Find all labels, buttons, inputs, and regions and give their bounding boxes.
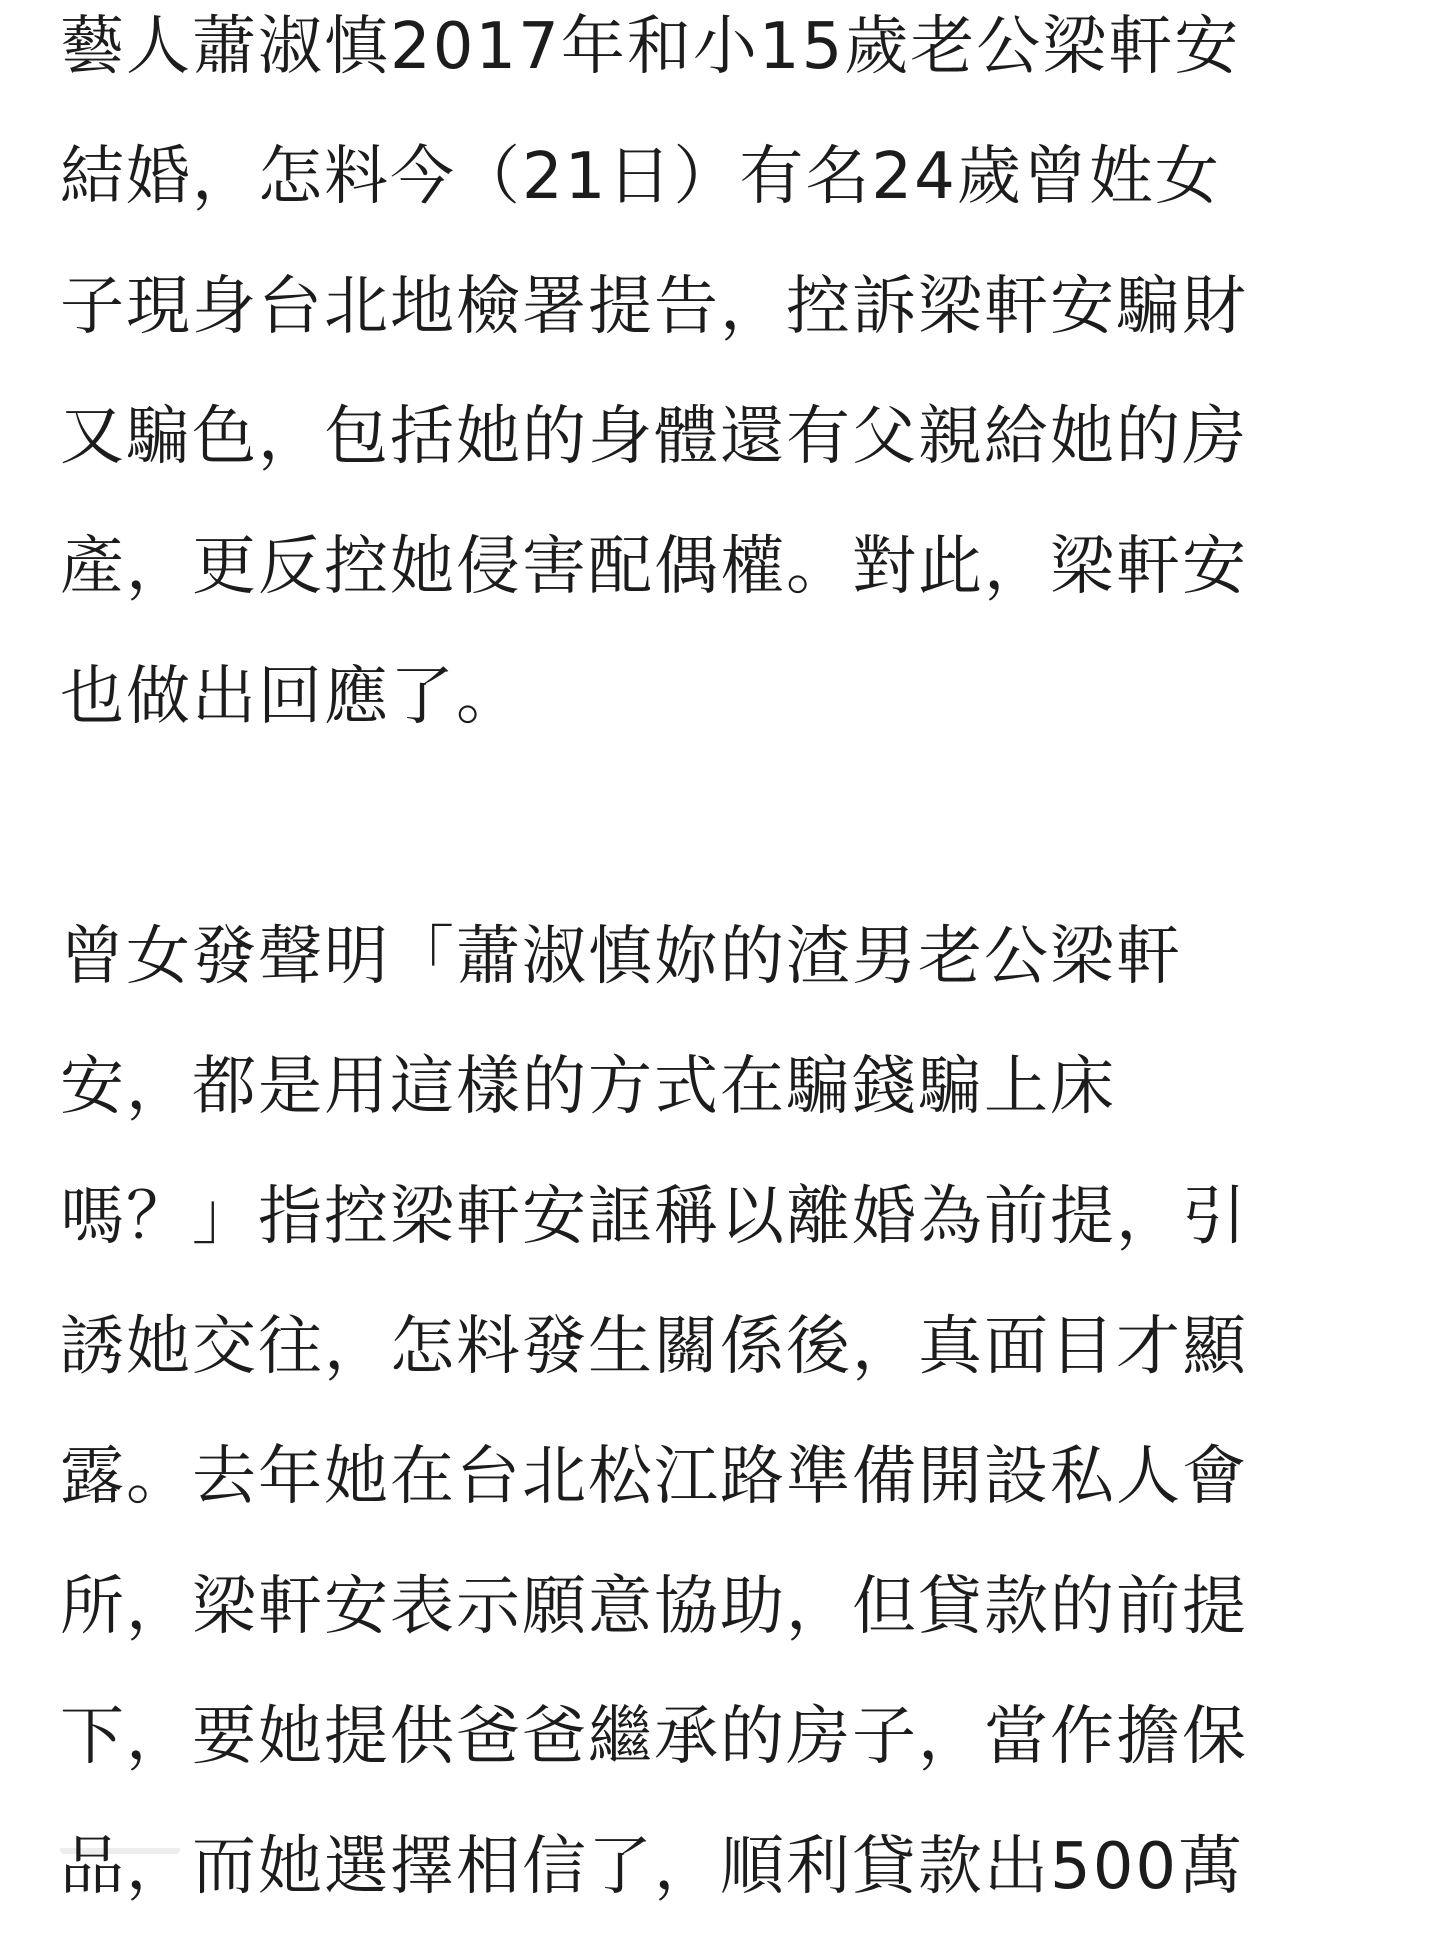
truncated-text-fragment: [60, 1848, 180, 1854]
paragraph-line: 所，梁軒安表示願意協助，但貸款的前提: [60, 1570, 1248, 1644]
paragraph-line: 曾女發聲明「蕭淑慎妳的渣男老公梁軒: [60, 920, 1182, 994]
paragraph-line: 嗎？」指控梁軒安誆稱以離婚為前提，引: [60, 1180, 1248, 1254]
paragraph-line: 安，都是用這樣的方式在騙錢騙上床: [60, 1050, 1116, 1124]
truncated-next-line: [60, 1848, 180, 1871]
paragraph-line: 品，而她選擇相信了，順利貸款出500萬: [60, 1830, 1245, 1904]
article-body: [60, 0, 1400, 1950]
paragraph-line: 露。去年她在台北松江路準備開設私人會: [60, 1440, 1248, 1514]
paragraph-line: 產，更反控她侵害配偶權。對此，梁軒安: [60, 530, 1248, 604]
paragraph-line: 也做出回應了。: [60, 660, 522, 734]
paragraph-line: 誘她交往，怎料發生關係後，真面目才顯: [60, 1310, 1248, 1384]
paragraph-line: 下，要她提供爸爸繼承的房子，當作擔保: [60, 1700, 1248, 1774]
paragraph-line: 藝人蕭淑慎2017年和小15歲老公梁軒安: [60, 10, 1241, 84]
paragraph-line: 結婚，怎料今（21日）有名24歲曾姓女: [60, 140, 1221, 214]
paragraph-line: 子現身台北地檢署提告，控訴梁軒安騙財: [60, 270, 1248, 344]
paragraph-line: 又騙色，包括她的身體還有父親給她的房: [60, 400, 1248, 474]
paragraph-spacer: [60, 780, 1400, 910]
paragraph-1: [60, 0, 1400, 780]
paragraph-2: [60, 910, 1400, 1950]
